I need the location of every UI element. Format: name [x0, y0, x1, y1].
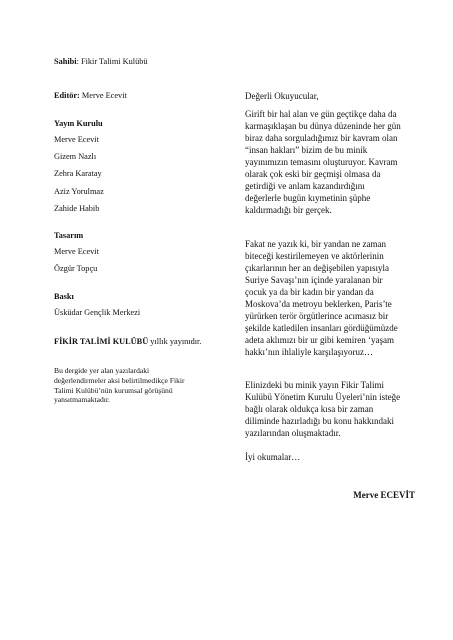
paragraph-line: değerlerle bugün kıymetinin şüphe: [245, 193, 371, 203]
paragraph-line: karmaşıklaşan bu dünya düzeninde her gün: [245, 121, 401, 131]
paragraph-line: yürürken terör örgütlerince acımasız bir: [245, 311, 389, 321]
paragraph-line: “insan hakları” bizim de bu minik: [245, 145, 368, 155]
paragraph-line: diliminde hazırladığı bu konu hakkındaki: [245, 416, 394, 426]
owner-label: Sahibi: [54, 57, 77, 66]
paragraph-line: Moskova’da metroyu beklerken, Paris’te: [245, 299, 392, 309]
paragraph-line: biraz daha sorguladığımız bir kavram olan: [245, 133, 398, 143]
publisher-suffix: yıllık yayınıdır.: [148, 337, 202, 346]
disclaimer-line: yansıtmamaktadır.: [54, 395, 110, 405]
publisher-line: [54, 336, 201, 347]
paragraph-line: Suriye Savaşı’nın içinde yaralanan bir: [245, 275, 383, 285]
editorial-paragraph: [245, 379, 415, 439]
paragraph-line: kaldırmadığı bir gerçek.: [245, 205, 332, 215]
disclaimer-line: Talimi Kulübü’nün kurumsal görüşünü: [54, 385, 173, 395]
paragraph-line: Kulübü Yönetim Kurulu Üyeleri’nin isteğe: [245, 392, 401, 402]
greeting: Değerli Okuyucular,: [245, 91, 319, 101]
design-heading: Tasarım: [54, 231, 84, 240]
paragraph-line: şekilde katledilen insanları gördüğümüzde: [245, 323, 398, 333]
design-member: Özgür Topçu: [54, 264, 98, 273]
editor-line: [54, 90, 127, 101]
editor-value: Merve Ecevit: [79, 91, 127, 100]
editorial-paragraph: [245, 238, 415, 358]
publisher-name: FİKİR TALİMİ KULÜBÜ: [54, 337, 149, 346]
paragraph-line: Elinizdeki bu minik yayın Fikir Talimi: [245, 380, 384, 390]
paragraph-line: yazılarından oluşmaktadır.: [245, 428, 341, 438]
print-value: Üsküdar Gençlik Merkezi: [54, 308, 141, 317]
paragraph-line: adeta aklımızı bir ur gibi kemiren ‘yaşam: [245, 335, 394, 345]
board-member: Gizem Nazlı: [54, 152, 97, 161]
paragraph-line: bağlı olarak oldukça kısa bir zaman: [245, 404, 374, 414]
paragraph-line: Fakat ne yazık ki, bir yandan ne zaman: [245, 239, 386, 249]
paragraph-line: hakkı’nın ihlaliyle karşılaşıyoruz…: [245, 347, 373, 357]
board-member: Merve Ecevit: [54, 135, 99, 144]
editorial-paragraph: [245, 108, 415, 216]
board-heading: Yayın Kurulu: [54, 119, 103, 128]
paragraph-line: yayınımızın temasını oluşturuyor. Kavram: [245, 157, 398, 167]
paragraph-line: çıkarlarının her an değişebilen yapısıyla: [245, 263, 389, 273]
paragraph-line: Girift bir hal alan ve gün geçtikçe daha da: [245, 109, 397, 119]
print-heading: Baskı: [54, 292, 74, 301]
owner-line: [54, 56, 148, 67]
disclaimer-line: Bu dergide yer alan yazılardaki: [54, 366, 150, 375]
paragraph-line: olarak çok eski bir geçmişi olmasa da: [245, 169, 381, 179]
closing-line: İyi okumalar…: [245, 452, 301, 462]
design-member: Merve Ecevit: [54, 247, 99, 256]
paragraph-line: biteceği kestirilemeyen ve aktörlerinin: [245, 251, 384, 261]
board-member: Zahide Habib: [54, 204, 100, 213]
board-member: Zehra Karatay: [54, 169, 102, 178]
board-member: Aziz Yorulmaz: [54, 187, 104, 196]
owner-value: : Fikir Talimi Kulübü: [76, 57, 148, 66]
disclaimer-line: değerlendirmeler aksi belirtilmedikçe Fikir: [54, 375, 185, 385]
disclaimer-note: [54, 366, 224, 405]
editor-label: Editör:: [54, 91, 80, 100]
signature: Merve ECEVİT: [353, 490, 415, 500]
paragraph-line: çocuk ya da bir kadın bir yandan da: [245, 287, 374, 297]
paragraph-line: getirdiği ve anlam kazandırdığını: [245, 181, 365, 191]
